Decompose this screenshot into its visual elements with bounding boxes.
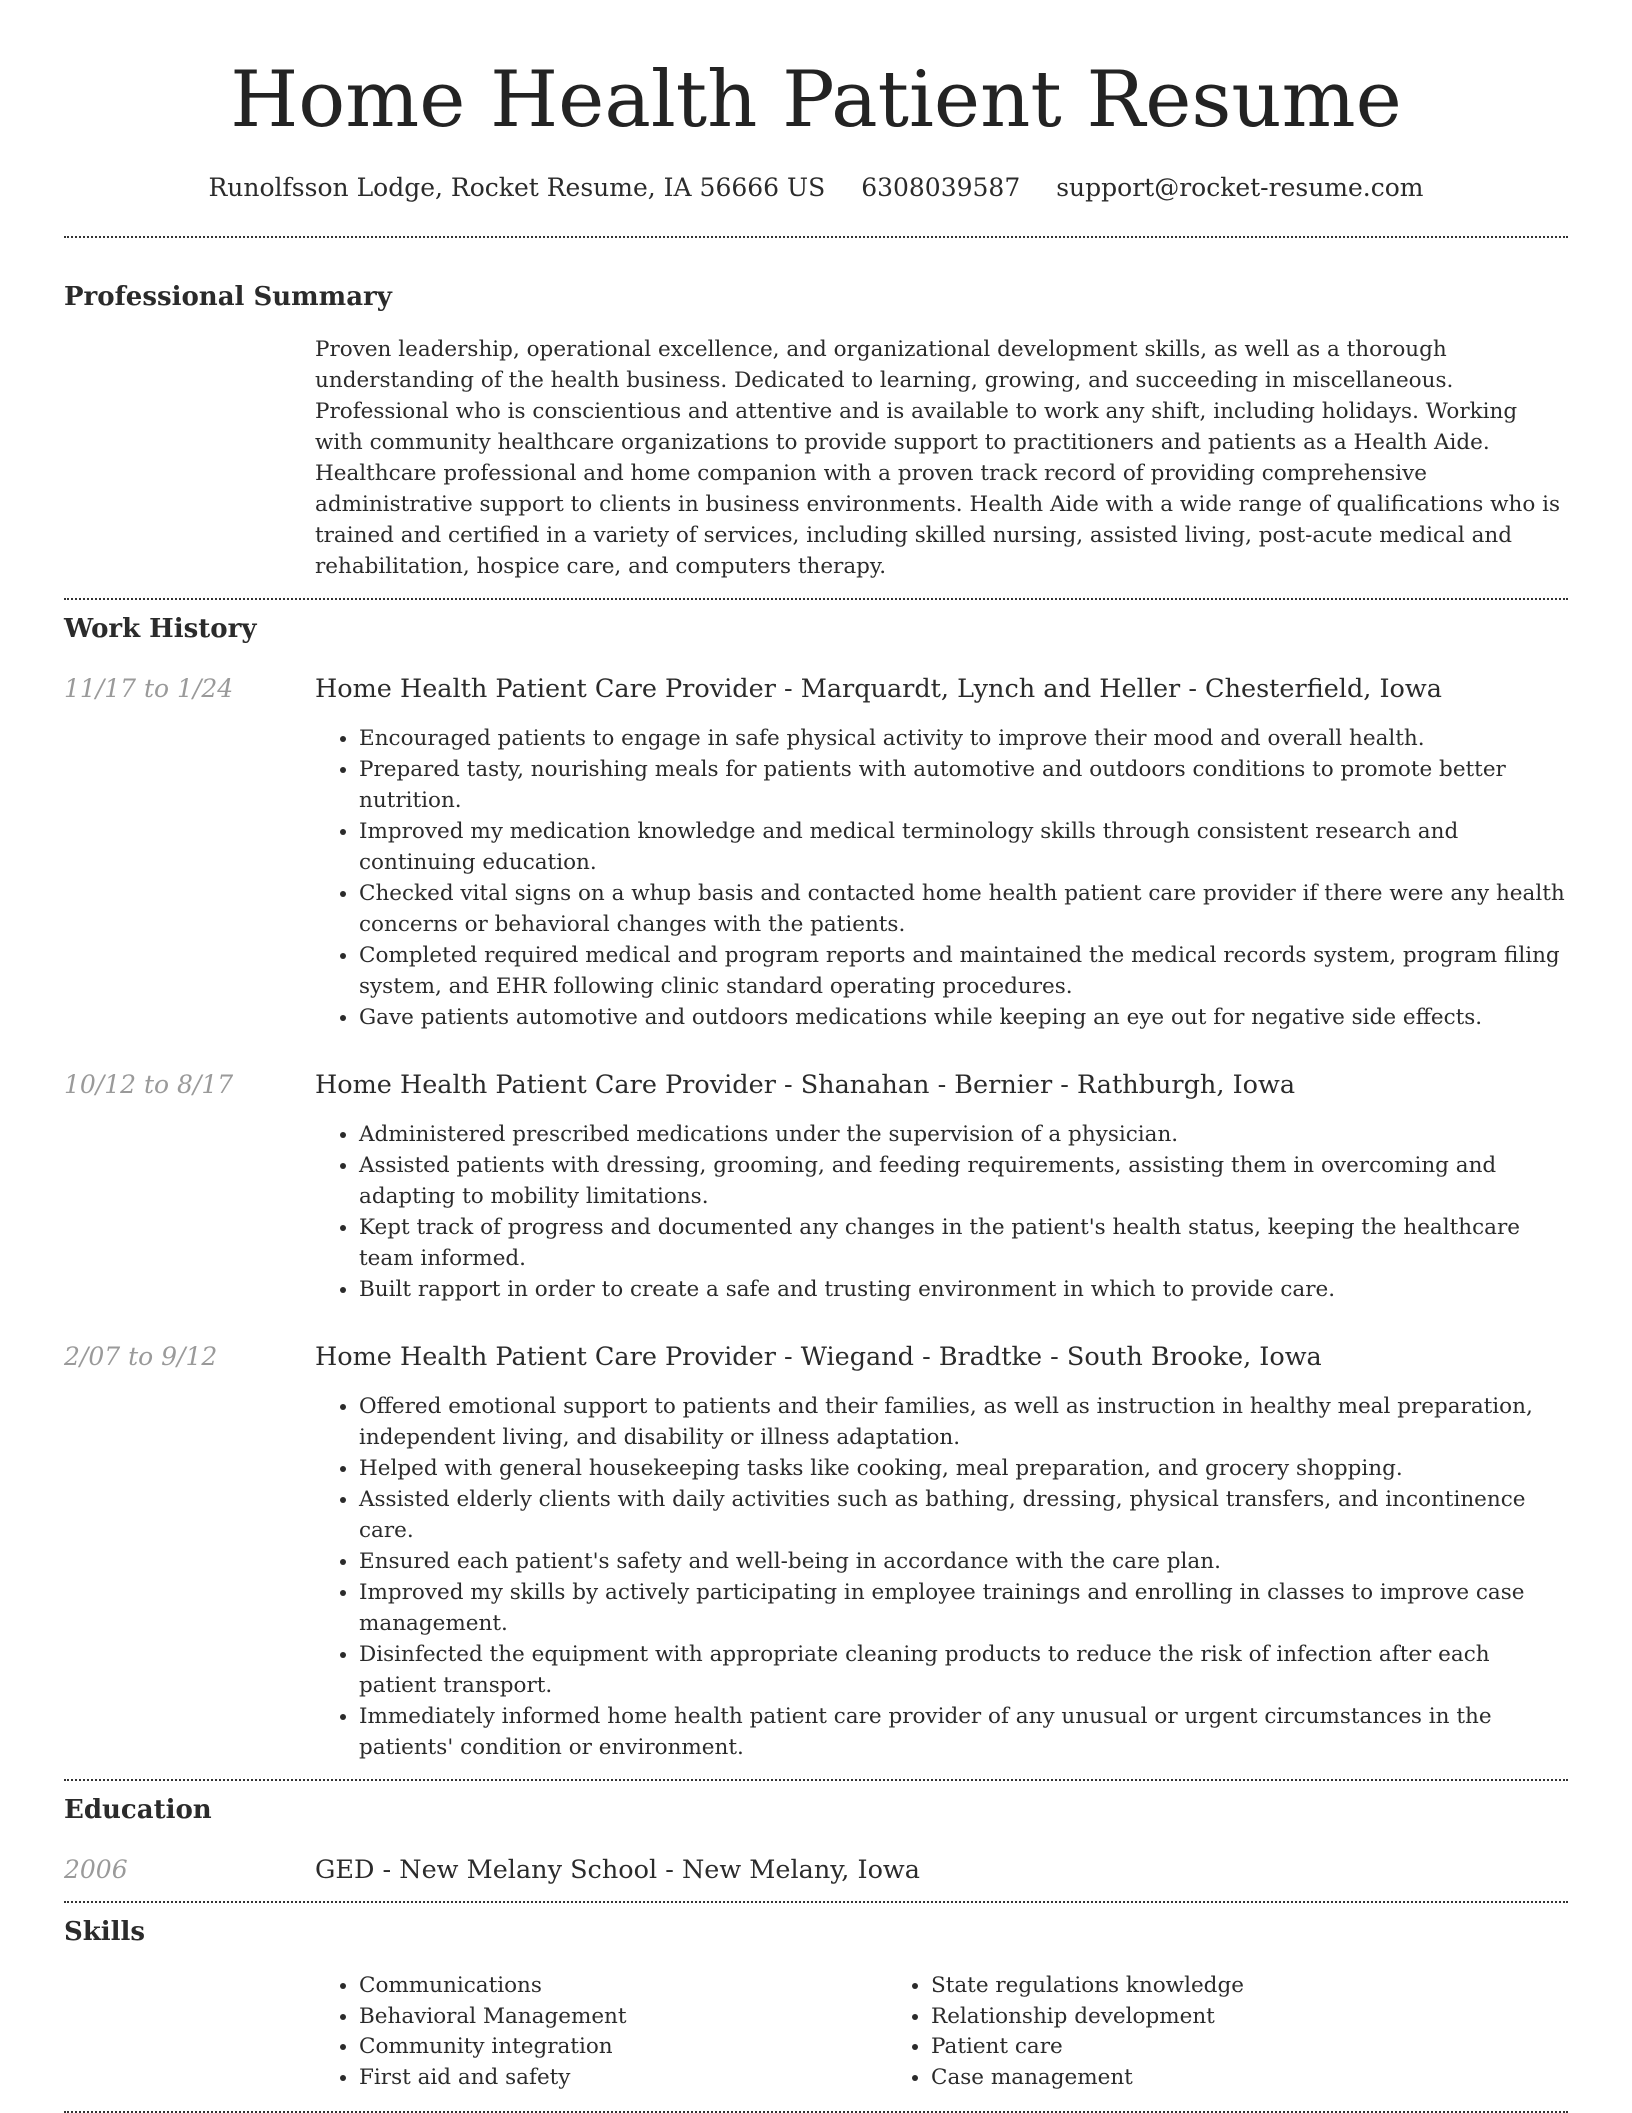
section-title-summary: Professional Summary: [64, 282, 392, 312]
education-heading: GED - New Melany School - New Melany, Iowa: [315, 1855, 920, 1885]
skill-item: • Community integration: [359, 2032, 887, 2063]
page-title: Home Health Patient Resume: [230, 55, 1402, 145]
job-header: [64, 672, 1568, 706]
job-entry: [64, 1068, 1568, 1305]
job-header: [64, 1068, 1568, 1102]
skills-list-right: [887, 1971, 1459, 2093]
summary-text: Proven leadership, operational excellence, and organizational development skills, as well as a thorough understanding of the health business. Dedicated to learning, growing, and succeeding in miscellaneous. Professional who is conscientious and attentive and is available to work any shift, including holidays. Working with community healthcare organizations to provide support to practitioners and patients as a Health Aide. Healthcare professional and home companion with a proven track record of providing comprehensive administrative support to clients in business environments. Health Aide with a wide range of qualifications who is trained and certified in a variety of services, including skilled nursing, assisted living, post-acute medical and rehabilitation, hospice care, and computers therapy.: [315, 337, 1561, 579]
list-item: • Helped with general housekeeping tasks like cooking, meal preparation, and grocery shopping.: [359, 1453, 1568, 1484]
education-date: 2006: [64, 1855, 128, 1884]
list-item: • Built rapport in order to create a safe and trusting environment in which to provide care.: [359, 1274, 1568, 1305]
job-heading: Home Health Patient Care Provider - Wiegand - Bradtke - South Brooke, Iowa: [315, 1342, 1322, 1372]
skill-item: • Case management: [931, 2063, 1459, 2094]
list-item: • Checked vital signs on a whup basis and contacted home health patient care provider if there were any health concerns or behavioral changes with the patients.: [359, 878, 1568, 940]
contact-phone: 6308039587: [861, 173, 1021, 202]
resume-header: [64, 0, 1568, 206]
job-bullets: [315, 723, 1568, 1033]
job-bullets: [315, 1391, 1568, 1763]
skill-item: • First aid and safety: [359, 2063, 887, 2094]
section-title-work-history: Work History: [64, 614, 257, 644]
list-item: • Assisted elderly clients with daily activities such as bathing, dressing, physical transfers, and incontinence care.: [359, 1484, 1568, 1546]
skill-item: • Behavioral Management: [359, 2002, 887, 2033]
contact-email: support@rocket-resume.com: [1056, 173, 1424, 202]
contact-line: [64, 170, 1568, 206]
skill-item: • Communications: [359, 1971, 887, 2002]
skill-item: • State regulations knowledge: [931, 1971, 1459, 2002]
job-entry: [64, 672, 1568, 1033]
job-date: 11/17 to 1/24: [64, 674, 234, 703]
list-item: • Prepared tasty, nourishing meals for patients with automotive and outdoors conditions to promote better nutrition.: [359, 754, 1568, 816]
job-heading: Home Health Patient Care Provider - Marquardt, Lynch and Heller - Chesterfield, Iowa: [315, 674, 1442, 704]
skill-item: • Relationship development: [931, 2002, 1459, 2033]
list-item: • Administered prescribed medications under the supervision of a physician.: [359, 1119, 1568, 1150]
job-heading: Home Health Patient Care Provider - Shanahan - Bernier - Rathburgh, Iowa: [315, 1070, 1296, 1100]
list-item: • Offered emotional support to patients and their families, as well as instruction in healthy meal preparation, independent living, and disability or illness adaptation.: [359, 1391, 1568, 1453]
divider: [64, 598, 1568, 600]
job-date: 2/07 to 9/12: [64, 1342, 218, 1371]
job-date: 10/12 to 8/17: [64, 1070, 234, 1099]
job-header: [64, 1340, 1568, 1374]
list-item: • Ensured each patient's safety and well-being in accordance with the care plan.: [359, 1546, 1568, 1577]
divider: [64, 236, 1568, 238]
list-item: • Improved my medication knowledge and medical terminology skills through consistent research and continuing education.: [359, 816, 1568, 878]
list-item: • Kept track of progress and documented any changes in the patient's health status, keeping the healthcare team informed.: [359, 1212, 1568, 1274]
section-title-skills: Skills: [64, 1917, 146, 1947]
list-item: • Completed required medical and program reports and maintained the medical records system, program filing system, and EHR following clinic standard operating procedures.: [359, 940, 1568, 1002]
list-item: • Improved my skills by actively participating in employee trainings and enrolling in classes to improve case management.: [359, 1577, 1568, 1639]
education-entry: [64, 1853, 1568, 1887]
list-item: • Encouraged patients to engage in safe physical activity to improve their mood and overall health.: [359, 723, 1568, 754]
list-item: • Gave patients automotive and outdoors medications while keeping an eye out for negative side effects.: [359, 1002, 1568, 1033]
list-item: • Immediately informed home health patient care provider of any unusual or urgent circumstances in the patients' condition or environment.: [359, 1701, 1568, 1763]
list-item: • Assisted patients with dressing, grooming, and feeding requirements, assisting them in overcoming and adapting to mobility limitations.: [359, 1150, 1568, 1212]
contact-address: Runolfsson Lodge, Rocket Resume, IA 56666 US: [208, 173, 826, 202]
divider: [64, 1901, 1568, 1903]
job-entry: [64, 1340, 1568, 1763]
section-title-education: Education: [64, 1795, 212, 1825]
list-item: • Disinfected the equipment with appropriate cleaning products to reduce the risk of infection after each patient transport.: [359, 1639, 1568, 1701]
divider: [64, 1779, 1568, 1781]
skills-grid: [315, 1971, 1568, 2093]
skills-list-left: [315, 1971, 887, 2093]
job-bullets: [315, 1119, 1568, 1305]
skill-item: • Patient care: [931, 2032, 1459, 2063]
